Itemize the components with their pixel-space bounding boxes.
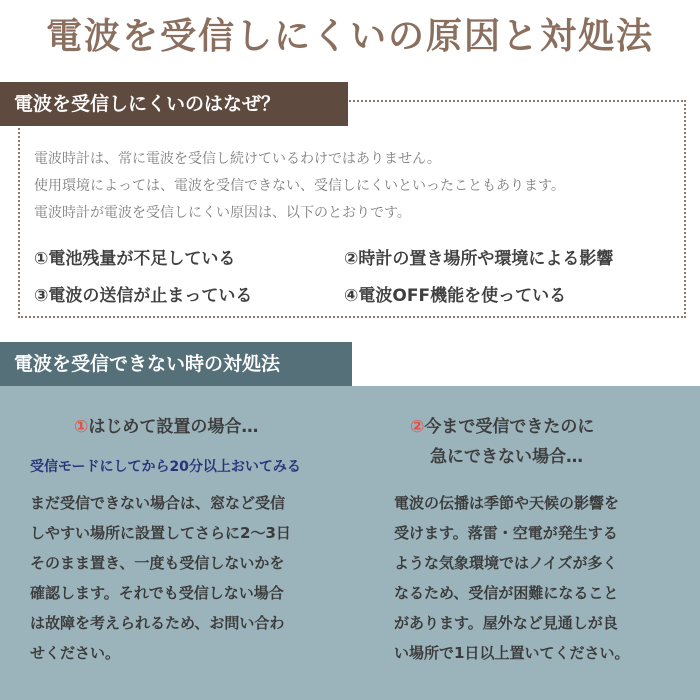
- body-line: があります。屋外など見通しが良: [394, 614, 618, 632]
- section-heading-reasons: 電波を受信しにくいのはなぜ？: [0, 82, 348, 126]
- cause-item-off-function: ④電波OFF機能を使っている: [344, 286, 567, 306]
- case-heading-text: はじめて設置の場合…: [88, 417, 259, 437]
- body-line: 受けます。落雷・空電が発生する: [394, 524, 618, 542]
- intro-text: [34, 146, 694, 227]
- body-line: しやすい場所に設置してさらに2〜3日: [30, 524, 291, 542]
- cause-item-transmission: ③電波の送信が止まっている: [34, 286, 253, 306]
- section-heading-solutions: 電波を受信できない時の対処法: [0, 342, 352, 386]
- case-number: ②: [410, 417, 425, 437]
- case-heading-sudden-failure: [410, 412, 594, 472]
- case-body-sudden-failure: [394, 488, 694, 668]
- case-number: ①: [74, 417, 89, 437]
- body-line: ような気象環境ではノイズが多く: [394, 554, 618, 572]
- case-heading-first-install: [74, 412, 258, 437]
- tip-text: 受信モードにしてから20分以上おいてみる: [30, 459, 301, 475]
- case-body-first-install: [30, 488, 360, 668]
- page-title: 電波を受信しにくいの原因と対処法: [45, 15, 654, 57]
- body-line: は故障を考えられるため、お問い合わ: [30, 614, 285, 632]
- intro-line: 電波時計が電波を受信しにくい原因は、以下のとおりです。: [34, 205, 411, 221]
- cause-item-location: ②時計の置き場所や環境による影響: [344, 249, 614, 269]
- intro-line: 使用環境によっては、電波を受信できない、受信しにくいといったこともあります。: [34, 178, 565, 194]
- body-line: 確認します。それでも受信しない場合: [30, 584, 284, 602]
- body-line: せください。: [30, 644, 121, 662]
- case-heading-text: 今まで受信できたのに: [424, 417, 595, 437]
- body-line: 電波の伝播は季節や天候の影響を: [394, 494, 620, 512]
- intro-line: 電波時計は、常に電波を受信し続けているわけではありません。: [34, 151, 441, 167]
- body-line: そのまま置き、一度も受信しないかを: [30, 554, 285, 572]
- case-heading-text-line2: 急にできない場合…: [430, 447, 583, 467]
- cause-item-battery: ①電池残量が不足している: [34, 249, 236, 269]
- body-line: い場所で1日以上置いてください。: [394, 644, 630, 662]
- body-line: なるため、受信が困難になること: [394, 584, 619, 602]
- body-line: まだ受信できない場合は、窓など受信: [30, 494, 286, 512]
